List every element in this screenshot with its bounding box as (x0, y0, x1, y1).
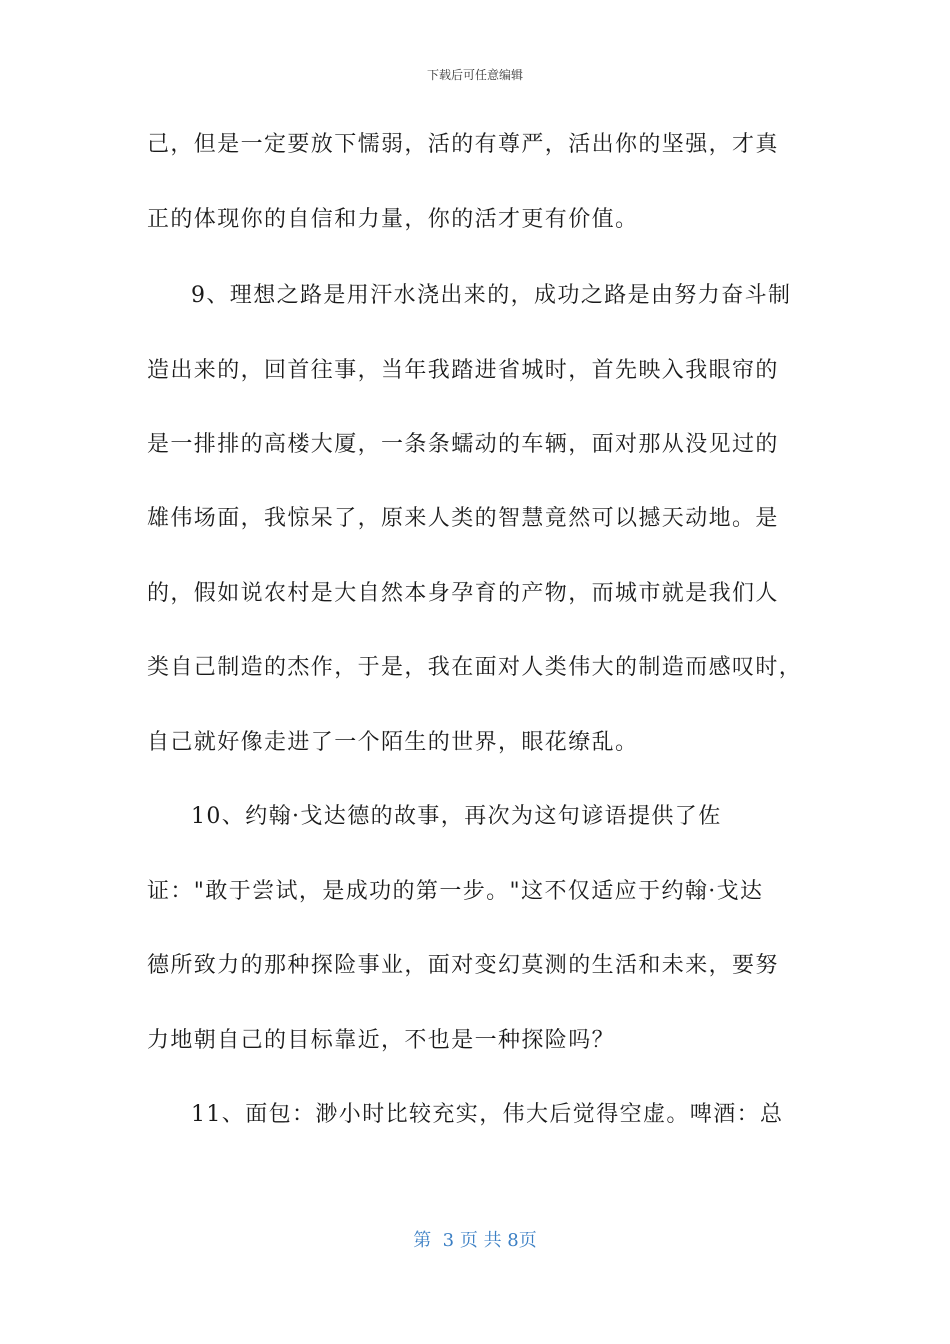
page-number-footer: 第 3 页 共 8页 (413, 1230, 537, 1251)
body-line: 德所致力的那种探险事业，面对变幻莫测的生活和未来，要努 (147, 953, 779, 978)
body-line: 力地朝自己的目标靠近，不也是一种探险吗？ (147, 1028, 616, 1053)
page-header: 下载后可任意编辑 (426, 68, 523, 82)
body-line: 造出来的，回首往事，当年我踏进省城时，首先映入我眼帘的 (147, 358, 779, 383)
paragraph-first-line: 10、约翰·戈达德的故事，再次为这句谚语提供了佐 (191, 804, 722, 829)
body-line: 己，但是一定要放下懦弱，活的有尊严，活出你的坚强，才真 (147, 132, 779, 157)
body-line: 证："敢于尝试，是成功的第一步。"这不仅适应于约翰·戈达 (147, 879, 764, 904)
body-line: 是一排排的高楼大厦，一条条蠕动的车辆，面对那从没见过的 (147, 432, 779, 457)
paragraph-first-line: 9、理想之路是用汗水浇出来的，成功之路是由努力奋斗制 (191, 283, 792, 308)
body-line: 自己就好像走进了一个陌生的世界，眼花缭乱。 (147, 730, 639, 755)
body-line: 类自己制造的杰作，于是，我在面对人类伟大的制造而感叹时， (147, 655, 803, 680)
body-line: 雄伟场面，我惊呆了，原来人类的智慧竟然可以撼天动地。是 (147, 506, 779, 531)
paragraph-first-line: 11、面包：渺小时比较充实，伟大后觉得空虚。啤酒：总 (191, 1102, 784, 1127)
body-line: 的，假如说农村是大自然本身孕育的产物，而城市就是我们人 (147, 581, 779, 606)
body-line: 正的体现你的自信和力量，你的活才更有价值。 (147, 207, 639, 232)
